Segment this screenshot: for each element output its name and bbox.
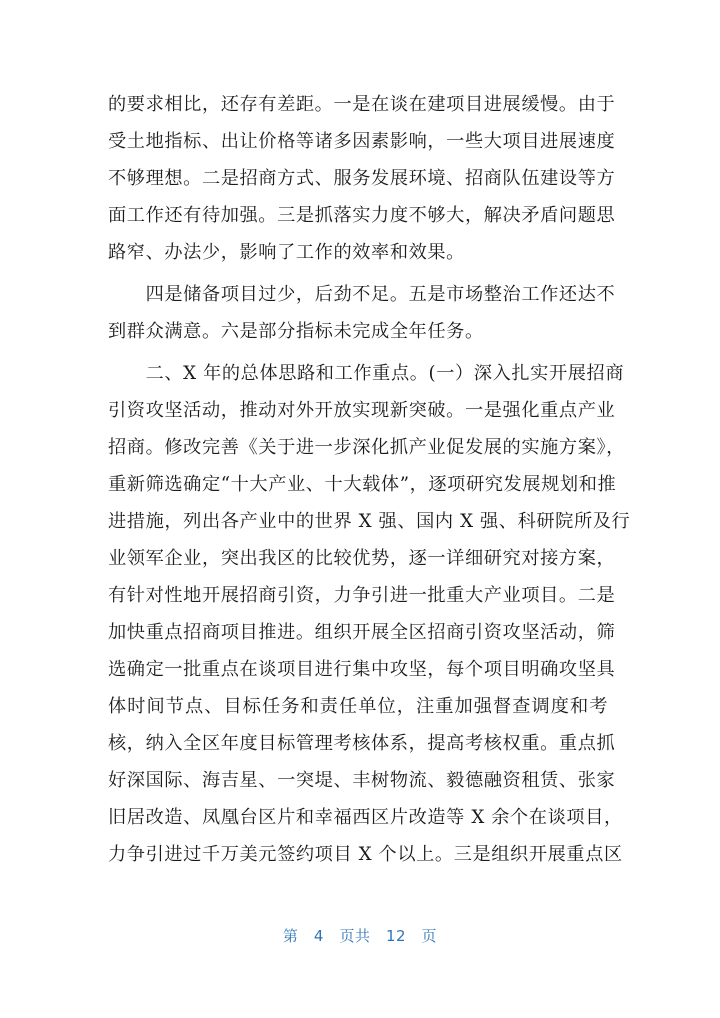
- text-line: 面工作还有待加强。三是抓落实力度不够大，解决矛盾问题思: [108, 205, 616, 226]
- text-line: 有针对性地开展招商引资，力争引进一批重大产业项目。二是: [108, 585, 616, 606]
- text-line: 引资攻坚活动，推动对外开放实现新突破。一是强化重点产业: [108, 400, 616, 421]
- text-line: 力争引进过千万美元签约项目 X 个以上。三是组织开展重点区: [108, 844, 623, 865]
- text-line: 到群众满意。六是部分指标未完成全年任务。: [108, 321, 484, 342]
- text-line: 核，纳入全区年度目标管理考核体系，提高考核权重。重点抓: [108, 733, 616, 754]
- text-line: 路窄、办法少，影响了工作的效率和效果。: [108, 242, 465, 263]
- text-line: 选确定一批重点在谈项目进行集中攻坚，每个项目明确攻坚具: [108, 659, 616, 680]
- text-line: 不够理想。二是招商方式、服务发展环境、招商队伍建设等方: [108, 168, 616, 189]
- text-line: 加快重点招商项目推进。组织开展全区招商引资攻坚活动，筛: [108, 622, 616, 643]
- document-body: [108, 86, 631, 873]
- paragraph-2: [108, 276, 616, 350]
- text-line: 招商。修改完善《关于进一步深化抓产业促发展的实施方案》，: [108, 437, 625, 458]
- text-line: 重新筛选确定“十大产业、十大载体”，逐项研究发展规划和推: [108, 474, 617, 495]
- page-number-footer: 第 4 页共 12 页: [282, 927, 438, 945]
- text-line: 的要求相比，还存有差距。一是在谈在建项目进展缓慢。由于: [108, 94, 616, 115]
- text-line: 业领军企业，突出我区的比较优势，逐一详细研究对接方案，: [108, 548, 616, 569]
- paragraph-1: [108, 86, 616, 271]
- text-line: 进措施，列出各产业中的世界 X 强、国内 X 强、科研院所及行: [108, 511, 631, 532]
- text-line: 二、X 年的总体思路和工作重点。(一）深入扎实开展招商: [108, 363, 625, 384]
- text-line: 四是储备项目过少，后劲不足。五是市场整治工作还达不: [108, 284, 616, 305]
- text-line: 受土地指标、出让价格等诸多因素影响，一些大项目进展速度: [108, 131, 616, 152]
- text-line: 体时间节点、目标任务和责任单位，注重加强督查调度和考: [108, 696, 608, 717]
- text-line: 好深国际、海吉星、一突堤、丰树物流、毅德融资租赁、张家: [108, 770, 616, 791]
- text-line: 旧居改造、凤凰台区片和幸福西区片改造等 X 余个在谈项目，: [108, 807, 623, 828]
- paragraph-3: [108, 355, 631, 873]
